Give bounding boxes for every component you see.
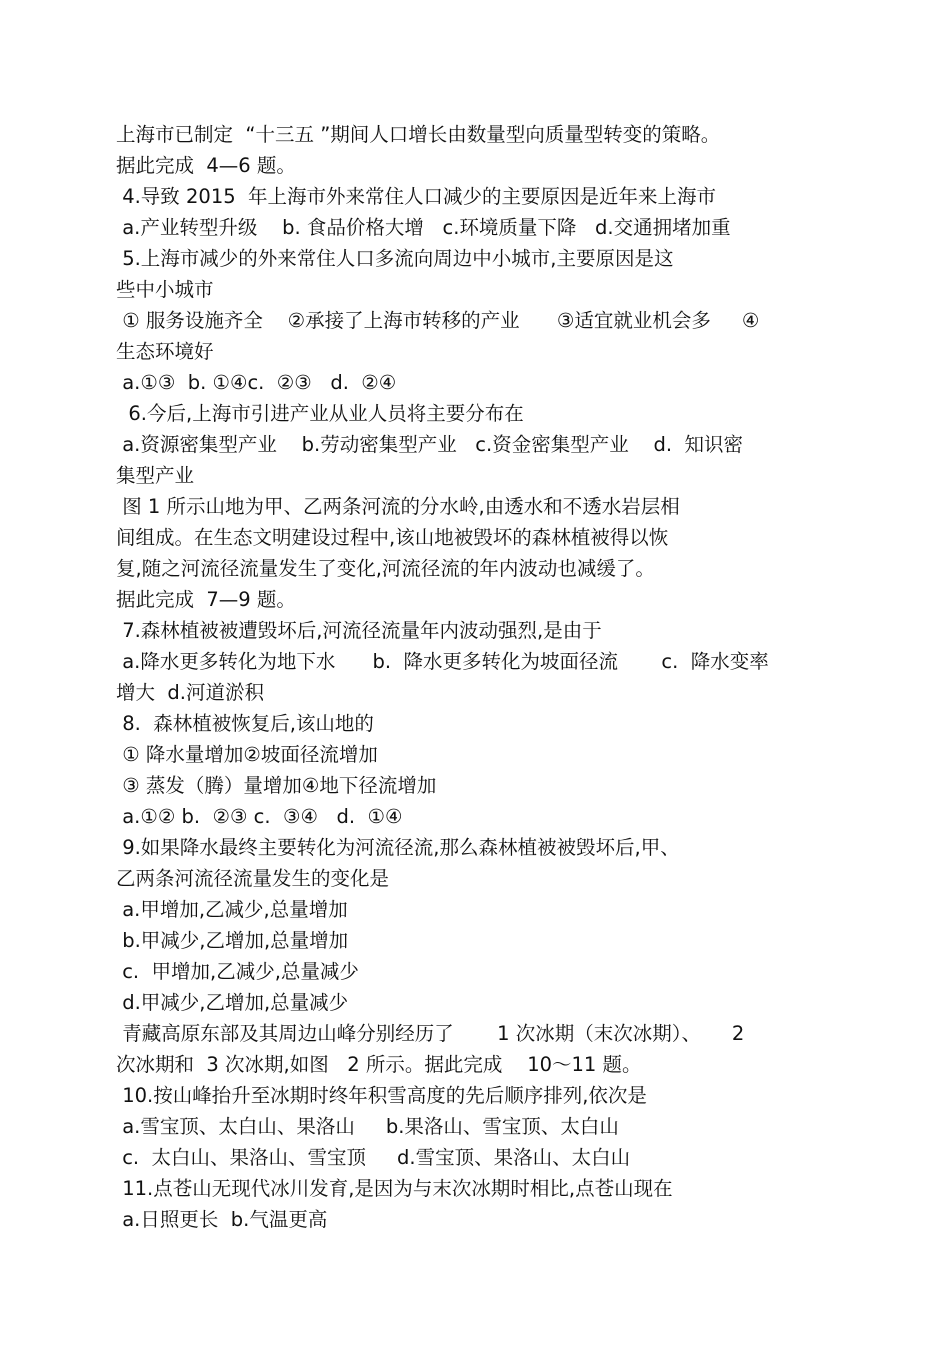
question-6-stem: 6.今后,上海市引进产业从业人员将主要分布在 — [116, 402, 524, 425]
passage-line: 复,随之河流径流量发生了变化,河流径流的年内波动也减缓了。 — [116, 557, 655, 580]
passage-line: 青藏高原东部及其周边山峰分别经历了 1 次冰期（末次冰期）、 2 — [116, 1022, 745, 1045]
question-9-option-c: c. 甲增加,乙减少,总量减少 — [116, 960, 359, 983]
question-9-option-d: d.甲减少,乙增加,总量减少 — [116, 991, 349, 1014]
question-9-option-a: a.甲增加,乙减少,总量增加 — [116, 898, 348, 921]
question-4-stem: 4.导致 2015 年上海市外来常住人口减少的主要原因是近年来上海市 — [116, 185, 717, 208]
question-8-stem: 8. 森林植被恢复后,该山地的 — [116, 712, 374, 735]
question-10-options: c. 太白山、果洛山、雪宝顶 d.雪宝顶、果洛山、太白山 — [116, 1146, 631, 1169]
question-9-stem: 9.如果降水最终主要转化为河流径流,那么森林植被被毁坏后,甲、 — [116, 836, 680, 859]
document-body — [116, 119, 836, 1235]
question-6-options-cont: 集型产业 — [116, 464, 195, 487]
question-7-stem: 7.森林植被被遭毁坏后,河流径流量年内波动强烈,是由于 — [116, 619, 602, 642]
passage-line: 次冰期和 3 次冰期,如图 2 所示。据此完成 10～11 题。 — [116, 1053, 642, 1076]
question-6-options: a.资源密集型产业 b.劳动密集型产业 c.资金密集型产业 d. 知识密 — [116, 433, 743, 456]
question-11-stem: 11.点苍山无现代冰川发育,是因为与末次冰期时相比,点苍山现在 — [116, 1177, 673, 1200]
text-line: 上海市已制定 “十三五 ”期间人口增长由数量型向质量型转变的策略。 — [116, 123, 721, 146]
passage-line: 间组成。在生态文明建设过程中,该山地被毁坏的森林植被得以恢 — [116, 526, 669, 549]
question-8-statements: ③ 蒸发（腾）量增加④地下径流增加 — [116, 774, 437, 797]
question-10-stem: 10.按山峰抬升至冰期时终年积雪高度的先后顺序排列,依次是 — [116, 1084, 647, 1107]
question-7-options: a.降水更多转化为地下水 b. 降水更多转化为坡面径流 c. 降水变率 — [116, 650, 769, 673]
question-5-stem: 5.上海市减少的外来常住人口多流向周边中小城市,主要原因是这 — [116, 247, 674, 270]
question-9-option-b: b.甲减少,乙增加,总量增加 — [116, 929, 349, 952]
question-5-stem-cont: 些中小城市 — [116, 278, 214, 301]
question-5-statements-cont: 生态环境好 — [116, 340, 214, 363]
passage-line: 图 1 所示山地为甲、乙两条河流的分水岭,由透水和不透水岩层相 — [116, 495, 680, 518]
question-9-stem-cont: 乙两条河流径流量发生的变化是 — [116, 867, 390, 890]
question-5-options: a.①③ b. ①④c. ②③ d. ②④ — [116, 371, 397, 394]
question-7-options-cont: 增大 d.河道淤积 — [116, 681, 264, 704]
text-line: 据此完成 7—9 题。 — [116, 588, 296, 611]
question-10-options: a.雪宝顶、太白山、果洛山 b.果洛山、雪宝顶、太白山 — [116, 1115, 619, 1138]
question-5-statements: ① 服务设施齐全 ②承接了上海市转移的产业 ③适宜就业机会多 ④ — [116, 309, 760, 332]
question-4-options: a.产业转型升级 b. 食品价格大增 c.环境质量下降 d.交通拥堵加重 — [116, 216, 731, 239]
question-8-options: a.①② b. ②③ c. ③④ d. ①④ — [116, 805, 403, 828]
question-11-options: a.日照更长 b.气温更高 — [116, 1208, 328, 1231]
question-8-statements: ① 降水量增加②坡面径流增加 — [116, 743, 378, 766]
text-line: 据此完成 4—6 题。 — [116, 154, 296, 177]
